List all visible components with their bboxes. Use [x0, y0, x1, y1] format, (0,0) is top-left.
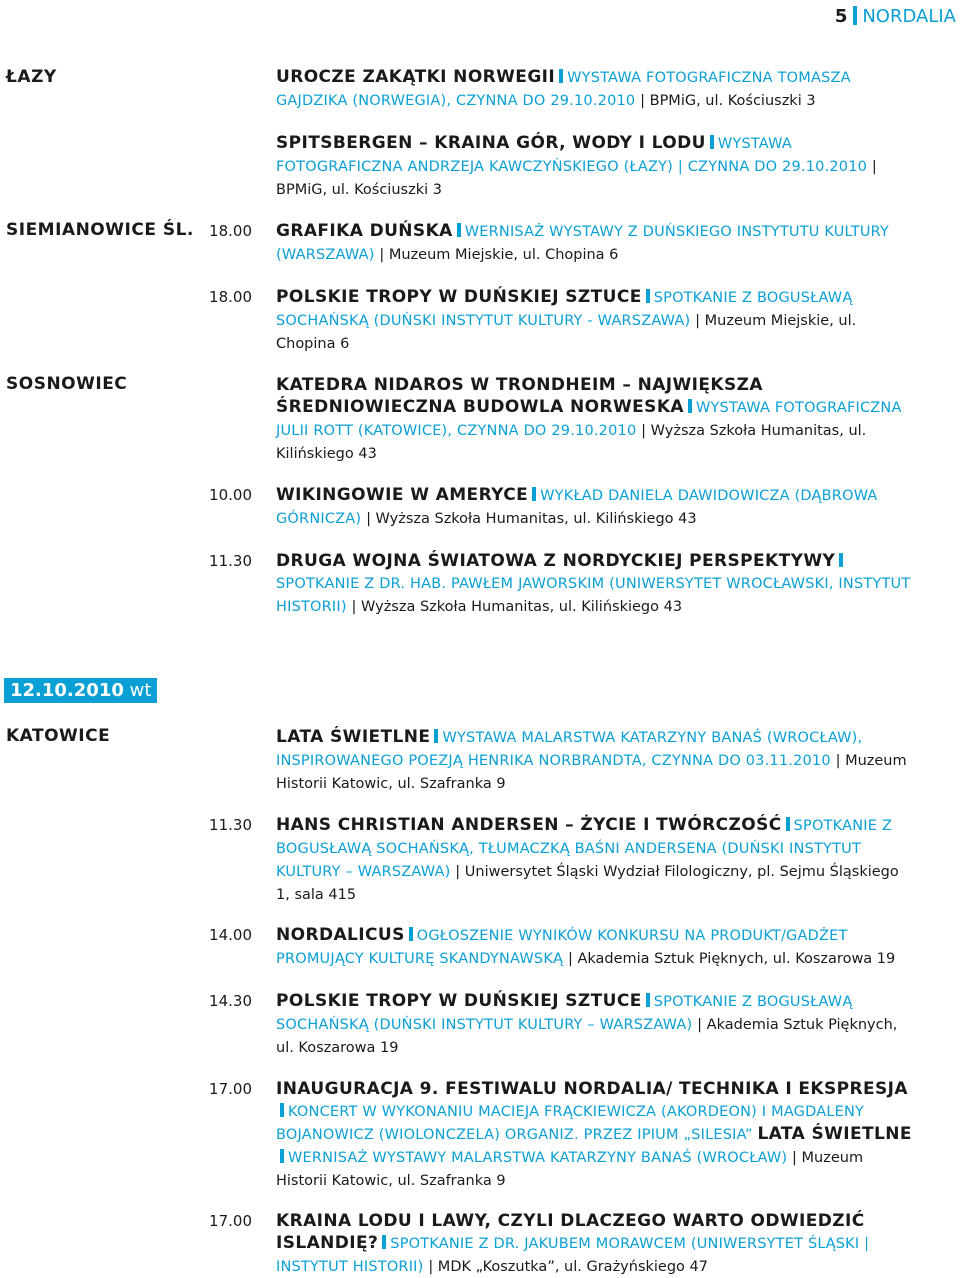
- event-description: SPOTKANIE Z DR. HAB. PAWŁEM JAWORSKIM (UNIWERSYTET WROCŁAWSKI, INSTYTUT HISTORII): [276, 576, 911, 615]
- event-description: OGŁOSZENIE WYNIKÓW KONKURSU NA PRODUKT/GADŻET PROMUJĄCY KULTURĘ SKANDYNAWSKĄ: [276, 928, 848, 967]
- event-place: | Wyższa Szkoła Humanitas, ul. Kilińskiego 43: [276, 423, 867, 462]
- header-divider: [853, 6, 857, 25]
- event-description: WYSTAWA FOTOGRAFICZNA JULII ROTT (KATOWICE), CZYNNA DO 29.10.2010: [276, 400, 902, 439]
- city-siemianowice: SIEMIANOWICE ŚL.: [6, 220, 194, 240]
- header-title: NORDALIA: [862, 6, 956, 27]
- event-time: 11.30: [209, 552, 252, 570]
- event-item: [276, 66, 916, 112]
- event-title: KATEDRA NIDAROS W TRONDHEIM – NAJWIĘKSZA ŚREDNIOWIECZNA BUDOWLA NORWESKA: [276, 375, 763, 417]
- event-item: [276, 132, 916, 201]
- event-time: 11.30: [209, 816, 252, 834]
- event-title: POLSKIE TROPY W DUŃSKIEJ SZTUCE: [276, 287, 642, 307]
- event-time: 17.00: [209, 1212, 252, 1230]
- event-place: | Akademia Sztuk Pięknych, ul. Koszarowa 19: [567, 951, 896, 967]
- event-place: | Wyższa Szkoła Humanitas, ul. Kilińskiego 43: [351, 599, 683, 615]
- date-weekday: wt: [129, 680, 152, 701]
- event-item: [276, 814, 916, 906]
- event-description: WERNISAŻ WYSTAWY Z DUŃSKIEGO INSTYTUTU KULTURY (WARSZAWA): [276, 224, 890, 263]
- event-description: SPOTKANIE Z BOGUSŁAWĄ SOCHAŃSKĄ, TŁUMACZKĄ BAŚNI ANDERSENA (DUŃSKI INSTYTUT KULTURY – WARSZAWA): [276, 818, 893, 880]
- event-title-secondary: LATA ŚWIETLNE: [757, 1124, 912, 1144]
- event-separator: [532, 487, 536, 501]
- event-place: | Muzeum Miejskie, ul. Chopina 6: [276, 313, 857, 352]
- event-place: | Muzeum Miejskie, ul. Chopina 6: [379, 247, 619, 263]
- event-item: [276, 374, 916, 465]
- event-description: SPOTKANIE Z BOGUSŁAWĄ SOCHAŃSKĄ (DUŃSKI INSTYTUT KULTURY – WARSZAWA): [276, 994, 853, 1033]
- event-separator: [280, 1103, 284, 1117]
- event-description: KONCERT W WYKONANIU MACIEJA FRĄCKIEWICZA (AKORDEON) I MAGDALENY BOJANOWICZ (WIOLONCZELA) ORGANIZ. PRZEZ IPIUM „SILESIA”: [276, 1104, 865, 1143]
- event-title: HANS CHRISTIAN ANDERSEN – ŻYCIE I TWÓRCZOŚĆ: [276, 815, 782, 835]
- event-item: [276, 924, 916, 970]
- event-separator: [559, 69, 563, 83]
- event-title: SPITSBERGEN – KRAINA GÓR, WODY I LODU: [276, 133, 706, 153]
- event-item: [276, 220, 916, 266]
- city-lazy: ŁAZY: [6, 67, 57, 87]
- event-separator: [710, 135, 714, 149]
- event-place: | Muzeum Historii Katowic, ul. Szafranka 9: [276, 753, 907, 792]
- event-place: | Akademia Sztuk Pięknych, ul. Koszarowa 19: [276, 1017, 898, 1056]
- event-title: POLSKIE TROPY W DUŃSKIEJ SZTUCE: [276, 991, 642, 1011]
- event-description: WYKŁAD DANIELA DAWIDOWICZA (DĄBROWA GÓRNICZA): [276, 488, 878, 527]
- event-separator: [382, 1235, 386, 1249]
- event-description-secondary: WERNISAŻ WYSTAWY MALARSTWA KATARZYNY BANAŚ (WROCŁAW): [288, 1150, 788, 1166]
- event-item: [276, 550, 916, 618]
- city-sosnowiec: SOSNOWIEC: [6, 374, 128, 394]
- event-item: [276, 990, 916, 1059]
- event-separator: [839, 553, 843, 567]
- event-place: | BPMiG, ul. Kościuszki 3: [276, 159, 877, 198]
- event-separator: [786, 817, 790, 831]
- event-item: [276, 1078, 916, 1192]
- event-item: [276, 726, 916, 795]
- event-item: [276, 1210, 916, 1278]
- event-separator: [280, 1149, 284, 1163]
- event-title: INAUGURACJA 9. FESTIWALU NORDALIA/ TECHNIKA I EKSPRESJA: [276, 1079, 908, 1099]
- event-title: LATA ŚWIETLNE: [276, 727, 431, 747]
- date-day: 12.10.2010: [10, 680, 124, 701]
- event-time: 17.00: [209, 1080, 252, 1098]
- event-place: | MDK „Koszutka”, ul. Grażyńskiego 47: [428, 1259, 708, 1275]
- page-header: [835, 6, 956, 27]
- event-title: WIKINGOWIE W AMERYCE: [276, 485, 529, 505]
- event-separator: [688, 399, 692, 413]
- event-separator: [457, 223, 461, 237]
- event-item: [276, 484, 916, 530]
- event-time: 18.00: [209, 288, 252, 306]
- event-separator: [646, 289, 650, 303]
- event-place: | Uniwersytet Śląski Wydział Filologiczny, pl. Sejmu Śląskiego 1, sala 415: [276, 864, 899, 903]
- event-title: GRAFIKA DUŃSKA: [276, 221, 453, 241]
- event-time: 14.00: [209, 926, 252, 944]
- event-description: WYSTAWA FOTOGRAFICZNA ANDRZEJA KAWCZYŃSKIEGO (ŁAZY) | CZYNNA DO 29.10.2010: [276, 136, 868, 175]
- page-number: 5: [834, 6, 848, 27]
- event-item: [276, 286, 916, 355]
- event-description: WYSTAWA MALARSTWA KATARZYNY BANAŚ (WROCŁAW), INSPIROWANEGO POEZJĄ HENRIKA NORBRANDTA, CZYNNA DO 03.11.2010: [276, 730, 863, 769]
- event-title: KRAINA LODU I LAWY, CZYLI DLACZEGO WARTO ODWIEDZIĆ ISLANDIĘ?: [276, 1211, 865, 1253]
- event-separator: [409, 927, 413, 941]
- event-title: DRUGA WOJNA ŚWIATOWA Z NORDYCKIEJ PERSPEKTYWY: [276, 551, 836, 571]
- event-separator: [646, 993, 650, 1007]
- event-title: NORDALICUS: [276, 925, 405, 945]
- city-katowice: KATOWICE: [6, 726, 111, 746]
- event-time: 10.00: [209, 486, 252, 504]
- event-separator: [434, 729, 438, 743]
- event-place: | Wyższa Szkoła Humanitas, ul. Kilińskiego 43: [366, 511, 697, 527]
- event-time: 18.00: [209, 222, 252, 240]
- event-description: SPOTKANIE Z BOGUSŁAWĄ SOCHAŃSKĄ (DUŃSKI INSTYTUT KULTURY - WARSZAWA): [276, 290, 853, 329]
- event-place: | Muzeum Historii Katowic, ul. Szafranka 9: [276, 1150, 864, 1189]
- event-description: WYSTAWA FOTOGRAFICZNA TOMASZA GAJDZIKA (NORWEGIA), CZYNNA DO 29.10.2010: [276, 70, 851, 109]
- date-badge: [4, 678, 157, 703]
- event-place: | BPMiG, ul. Kościuszki 3: [640, 93, 816, 109]
- event-description: SPOTKANIE Z DR. JAKUBEM MORAWCEM (UNIWERSYTET ŚLĄSKI | INSTYTUT HISTORII): [276, 1236, 870, 1275]
- event-title: UROCZE ZAKĄTKI NORWEGII: [276, 67, 556, 87]
- event-time: 14.30: [209, 992, 252, 1010]
